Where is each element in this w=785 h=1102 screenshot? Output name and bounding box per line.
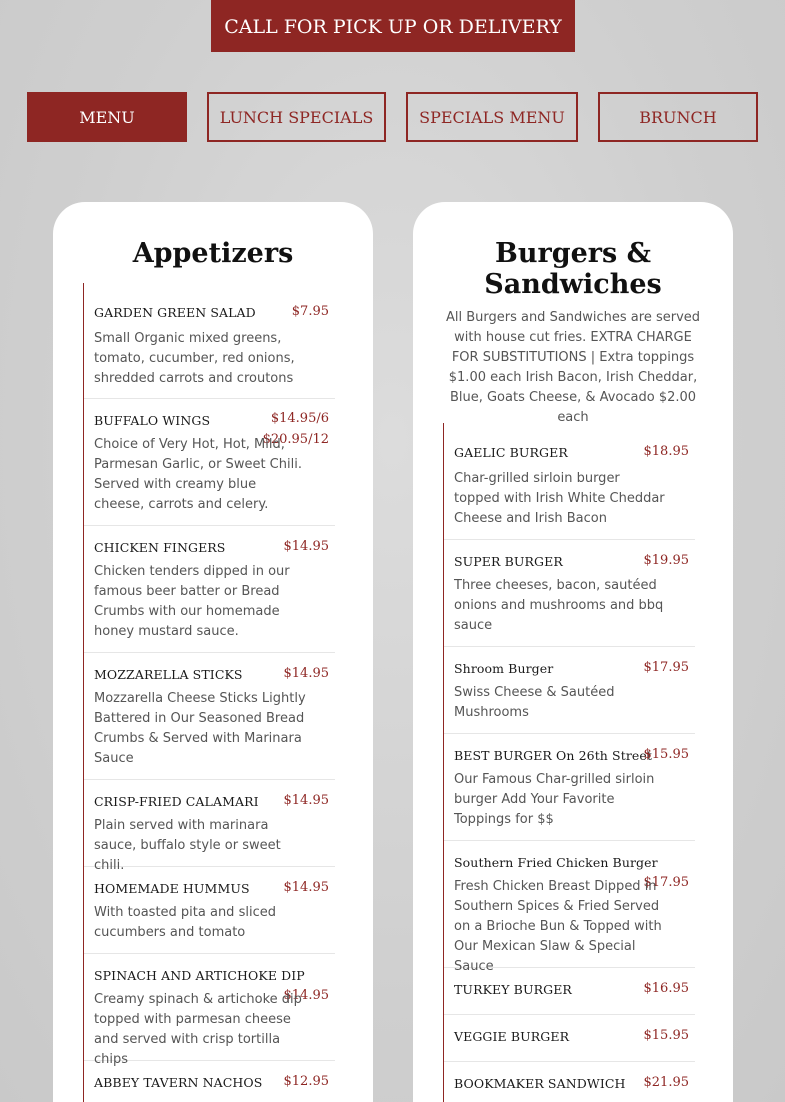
item-price: $14.95 <box>283 539 329 554</box>
list-item <box>444 841 695 974</box>
item-description: Choice of Very Hot, Hot, Mild, Parmesan Garlic, or Sweet Chili. Served with creamy blue cheese, carrots and celery. <box>94 437 302 512</box>
list-item <box>84 867 335 954</box>
list-item <box>444 1062 695 1102</box>
item-name: BOOKMAKER SANDWICH <box>454 1076 626 1091</box>
burgers-title-line1: Burgers & <box>495 238 651 269</box>
list-item <box>444 540 695 647</box>
tab-brunch[interactable]: BRUNCH <box>598 92 758 142</box>
item-name: GAELIC BURGER <box>454 445 568 460</box>
call-for-pickup-button[interactable]: CALL FOR PICK UP OR DELIVERY <box>211 0 575 52</box>
list-item <box>84 780 335 873</box>
item-name: Shroom Burger <box>454 661 554 676</box>
item-name: BUFFALO WINGS <box>94 413 211 428</box>
list-item <box>444 423 695 540</box>
list-item <box>444 1015 695 1062</box>
item-description: With toasted pita and sliced cucumbers and tomato <box>94 905 276 940</box>
item-description: Mozzarella Cheese Sticks Lightly Battered in Our Seasoned Bread Crumbs & Served with Marinara Sauce <box>94 691 306 766</box>
list-item <box>84 954 335 1067</box>
item-description: Fresh Chicken Breast Dipped in Southern Spices & Fried Served on a Brioche Bun & Topped with Our Mexican Slaw & Special Sauce <box>454 879 662 974</box>
item-price: $14.95 <box>283 793 329 808</box>
item-price: $18.95 <box>643 444 689 459</box>
item-price: $19.95 <box>643 553 689 568</box>
item-description: Three cheeses, bacon, sautéed onions and mushrooms and bbq sauce <box>454 578 664 633</box>
item-price: $14.95 <box>283 666 329 681</box>
item-name: Southern Fried Chicken Burger <box>454 855 658 870</box>
item-price: $7.95 <box>291 304 329 319</box>
item-name: SPINACH AND ARTICHOKE DIP <box>94 968 305 983</box>
tab-specials-menu[interactable]: SPECIALS MENU <box>406 92 578 142</box>
item-price: $12.95 <box>283 1074 329 1089</box>
list-item <box>84 1061 335 1102</box>
appetizers-card <box>53 202 373 1102</box>
item-name: VEGGIE BURGER <box>454 1029 570 1044</box>
item-price: $21.95 <box>643 1075 689 1090</box>
burgers-list <box>443 423 694 1102</box>
list-item <box>444 734 695 841</box>
item-name: GARDEN GREEN SALAD <box>94 305 256 320</box>
list-item <box>84 283 335 399</box>
item-name: CRISP-FRIED CALAMARI <box>94 794 259 809</box>
item-price: $17.95 <box>643 660 689 675</box>
item-price: $16.95 <box>643 981 689 996</box>
tab-lunch-specials[interactable]: LUNCH SPECIALS <box>207 92 386 142</box>
tab-menu[interactable]: MENU <box>27 92 187 142</box>
item-name: SUPER BURGER <box>454 554 563 569</box>
item-description: Chicken tenders dipped in our famous beer batter or Bread Crumbs with our homemade honey mustard sauce. <box>94 564 290 639</box>
item-description: Our Famous Char-grilled sirloin burger Add Your Favorite Toppings for $$ <box>454 772 655 827</box>
burgers-card <box>413 202 733 1102</box>
appetizers-title: Appetizers <box>132 238 294 269</box>
item-price: $14.95/6 $20.95/12 <box>262 411 329 447</box>
list-item <box>84 653 335 780</box>
item-description: Creamy spinach & artichoke dip topped with parmesan cheese and served with crisp tortilla chips <box>94 992 302 1067</box>
item-price: $15.95 <box>643 747 689 762</box>
burgers-title <box>413 238 733 300</box>
item-name: TURKEY BURGER <box>454 982 572 997</box>
item-price: $15.95 <box>643 1028 689 1043</box>
appetizers-list <box>83 283 334 1102</box>
item-price: $14.95 <box>283 880 329 895</box>
item-description: Swiss Cheese & Sautéed Mushrooms <box>454 685 615 720</box>
list-item <box>444 647 695 734</box>
item-description: Small Organic mixed greens, tomato, cucumber, red onions, shredded carrots and croutons <box>94 331 295 386</box>
burgers-title-line2: Sandwiches <box>484 269 662 300</box>
list-item <box>444 968 695 1015</box>
list-item <box>84 526 335 653</box>
item-description: Char-grilled sirloin burger topped with Irish White Cheddar Cheese and Irish Bacon <box>454 471 665 526</box>
item-name: BEST BURGER On 26th Street <box>454 748 653 763</box>
item-description: Plain served with marinara sauce, buffalo style or sweet chili. <box>94 818 281 873</box>
burgers-note: All Burgers and Sandwiches are served with house cut fries. EXTRA CHARGE FOR SUBSTITUTIONS | Extra toppings $1.00 each Irish Bacon, Irish Cheddar, Blue, Goats Cheese, & Avocado $2.00 each <box>445 310 701 425</box>
list-item <box>84 399 335 526</box>
item-name: MOZZARELLA STICKS <box>94 667 243 682</box>
item-name: ABBEY TAVERN NACHOS <box>94 1075 263 1090</box>
item-price: $14.95 <box>283 988 329 1003</box>
item-name: HOMEMADE HUMMUS <box>94 881 250 896</box>
item-name: CHICKEN FINGERS <box>94 540 226 555</box>
item-price: $17.95 <box>643 875 689 890</box>
